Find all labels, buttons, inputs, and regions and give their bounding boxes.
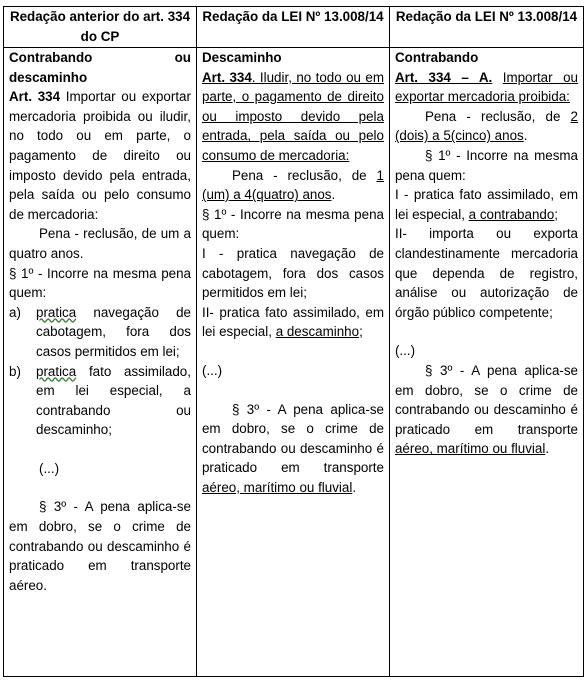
col2-pena-post: . <box>331 187 336 203</box>
col3-item-i-pre: I - pratica fato assimilado, em lei especial, <box>394 187 578 222</box>
col3-article <box>395 68 578 107</box>
col2-par3-u: aéreo, marítimo ou fluvial <box>201 479 353 495</box>
col2-par3-pre: § 3º - A pena aplica-se em dobro, se o crime de contrabando ou descaminho é praticado em transporte <box>201 401 384 476</box>
col3-par3-u: aéreo, marítimo ou fluvial <box>394 441 546 457</box>
col1-item-a-word: pratica <box>36 304 77 320</box>
col3-par3 <box>395 361 578 459</box>
col1-title: Contrabando ou descaminho <box>9 50 191 85</box>
col1-item-b-word: pratica <box>36 363 77 379</box>
col2-par3-post: . <box>352 479 357 495</box>
column-descaminho <box>196 48 389 677</box>
col2-pena-pre: Pena - reclusão, de <box>231 167 377 183</box>
col3-par3-post: . <box>545 441 550 457</box>
col3-art-label: Art. 334 – A. <box>394 69 493 85</box>
col3-title: Contrabando <box>394 50 479 65</box>
col1-item-a <box>9 303 191 362</box>
column-contrabando <box>389 48 583 677</box>
col1-art-text: Importar ou exportar mercadoria proibida ou iludir, no todo ou em parte, o pagamento de direito ou imposto devido pela entrada, pela saída ou pelo consumo de mercadoria: <box>9 89 191 222</box>
header-law-contrabando: Redação da LEI Nº 13.008/14 <box>389 7 583 48</box>
col2-par1: § 1º - Incorre na mesma pena quem: <box>201 206 384 242</box>
col1-item-b-label: b) <box>9 363 21 379</box>
col3-item-i-u: a contrabando <box>468 206 555 222</box>
col3-item-i <box>395 185 578 224</box>
col2-item-i: I - pratica navegação de cabotagem, fora dos casos permitidos em lei; <box>201 245 384 301</box>
col2-pena <box>202 166 384 205</box>
col3-art-text: Importar ou exportar mercadoria proibida: <box>394 69 578 105</box>
col2-article <box>202 68 384 166</box>
col2-art-text: . Iludir, no todo ou em parte, o pagamento de direito ou imposto devido pela entrada, pela saída ou pelo consumo de mercadoria: <box>201 69 384 163</box>
col2-title: Descaminho <box>201 50 282 65</box>
col1-item-a-label: a) <box>9 304 21 320</box>
content-row <box>4 48 584 677</box>
col1-ellipsis: (...) <box>39 460 60 476</box>
col3-pena-u: 2 (dois) a 5(cinco) anos <box>394 108 578 144</box>
col2-par3 <box>202 400 384 498</box>
col1-art-label: Art. 334 <box>9 89 61 105</box>
col1-par1: § 1º - Incorre na mesma pena quem: <box>9 265 191 301</box>
col3-pena <box>395 107 578 146</box>
col1-item-b <box>9 362 191 440</box>
col3-par1: § 1º - Incorre na mesma pena quem: <box>394 147 578 183</box>
col3-ellipsis: (...) <box>394 343 416 359</box>
col2-item-ii-post: ; <box>359 324 363 340</box>
column-previous <box>4 48 197 677</box>
header-previous: Redação anterior do art. 334 do CP <box>4 7 197 48</box>
col1-pena: Pena - reclusão, de um a quatro anos. <box>9 226 191 261</box>
col2-item-ii-u: a descaminho <box>275 324 360 340</box>
col2-item-ii <box>202 303 384 342</box>
col1-article <box>9 87 191 224</box>
col1-item-a-text: navegação de cabotagem, fora dos casos permitidos em lei; <box>36 304 191 359</box>
col1-par3: § 3º - A pena aplica-se em dobro, se o crime de contrabando ou descaminho é praticado em transporte aéreo. <box>9 499 191 593</box>
col3-item-ii: II- importa ou exporta clandestinamente mercadoria que dependa de registro, análise ou autorização de órgão público competente; <box>394 226 578 320</box>
col3-par3-pre: § 3º - A pena aplica-se em dobro, se o crime de contrabando ou descaminho é praticado em transporte <box>394 362 578 437</box>
col2-pena-u: 1 (um) a 4(quatro) anos <box>201 167 384 203</box>
comparison-table <box>3 6 584 677</box>
col3-item-i-post: ; <box>554 206 559 222</box>
header-row <box>4 7 584 48</box>
col2-art-label: Art. 334 <box>201 69 252 85</box>
col3-pena-post: . <box>523 128 528 144</box>
col3-pena-pre: Pena - reclusão, de <box>424 108 571 124</box>
col2-item-ii-pre: II- pratica fato assimilado, em lei especial, <box>201 304 384 340</box>
col1-item-b-text: fato assimilado, em lei especial, a contrabando ou descaminho; <box>36 363 191 438</box>
header-law-descaminho: Redação da LEI Nº 13.008/14 <box>196 7 389 48</box>
col2-ellipsis: (...) <box>201 362 223 378</box>
